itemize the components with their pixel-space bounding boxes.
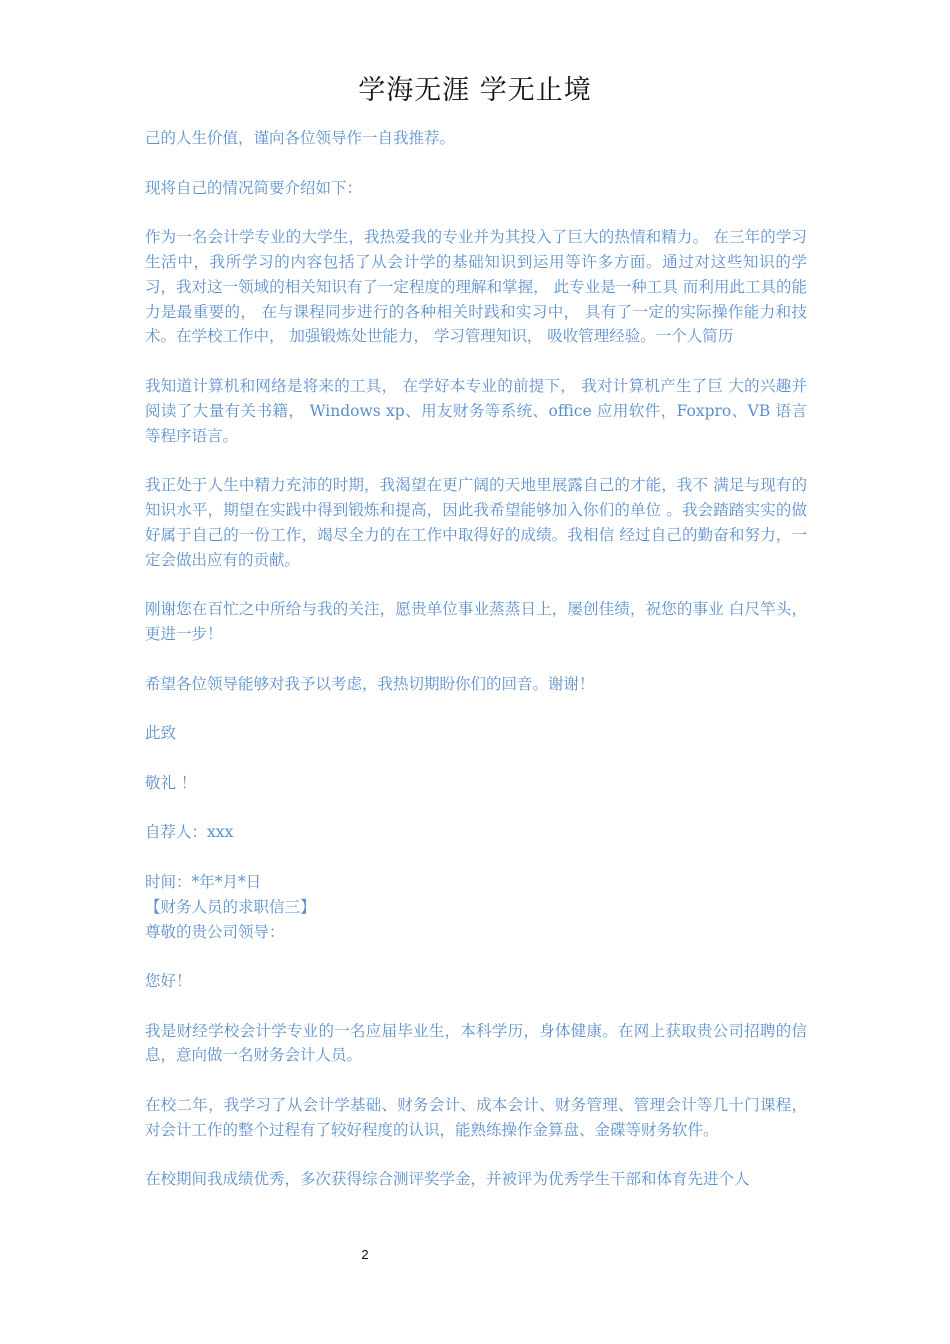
signature-date: 时间：*年*月*日 — [145, 872, 262, 891]
closing-jingli: 敬礼 ！ — [145, 773, 197, 792]
greeting: 您好！ — [145, 972, 192, 991]
paragraph-accounting-study: 作为一名会计学专业的大学生，我热爱我的专业并为其投入了巨大的热情和精力。 在三年的学习生活中，我所学习的内容包括了从会计学的基础知识到运用等许多方面。通过对这些知识的学习，我对这一领域的相关知识有了一定程度的理解和掌握， 此专业是一种工具 而利用此工具的能力是最重要的， 在与课程同步进行的各种相关时践和实习中， 具有了一定的实际操作能力和技术。在学校工作中， 加强锻炼处世能力， 学习管理知识， 吸收管理经验。一个人简历 — [145, 228, 807, 346]
paragraph-thanks: 刚谢您在百忙之中所给与我的关注，愿贵单位事业蒸蒸日上，屡创佳绩，祝您的事业 白尺竿头，更进一步！ — [145, 600, 807, 643]
paragraph-courses: 在校二年，我学习了从会计学基础、财务会计、成本会计、财务管理、管理会计等几十门课程，对会计工作的整个过程有了较好程度的认识，能熟练操作金算盘、金碟等财务软件。 — [145, 1096, 807, 1139]
salutation: 尊敬的贵公司领导： — [145, 922, 285, 941]
paragraph-achievements: 在校期间我成绩优秀，多次获得综合测评奖学金，并被评为优秀学生干部和体育先进个人 — [145, 1170, 750, 1189]
paragraph-hope-reply: 希望各位领导能够对我予以考虑，我热切期盼你们的回音。谢谢！ — [145, 674, 595, 693]
paragraph-aspiration: 我正处于人生中精力充沛的时期，我渴望在更广阔的天地里展露自己的才能，我不 满足与现有的知识水平，期望在实践中得到锻炼和提高，因此我希望能够加入你们的单位 。我会踏踏实实的做好属于自己的一份工作，竭尽全力的在工作中取得好的成绩。我相信 经过自己的勤奋和努力，一定会做出应有的贡献。 — [145, 476, 807, 569]
closing-cizhi: 此致 — [145, 724, 177, 743]
page-header-title: 学海无涯 学无止境 — [358, 75, 592, 106]
page-number: 2 — [361, 1247, 369, 1262]
signature-recommender: 自荐人：xxx — [145, 823, 234, 842]
paragraph-graduate-intro: 我是财经学校会计学专业的一名应届毕业生，本科学历，身体健康。在网上获取贵公司招聘的信息，意向做一名财务会计人员。 — [145, 1021, 807, 1065]
paragraph-self-recommend-intro: 己的人生价值，谨向各位领导作一自我推荐。 — [145, 129, 456, 147]
paragraph-computer-skills: 我知道计算机和网络是将来的工具， 在学好本专业的前提下， 我对计算机产生了巨 大的兴趣并阅读了大量有关书籍， Windows xp、用友财务等系统、office 应用软件，Foxpro、VB 语言等程序语言。 — [145, 376, 807, 445]
document-body — [145, 126, 807, 1192]
paragraph-situation-intro: 现将自己的情况简要介绍如下： — [145, 178, 363, 197]
section-heading-letter-three: 【财务人员的求职信三】 — [145, 897, 316, 916]
